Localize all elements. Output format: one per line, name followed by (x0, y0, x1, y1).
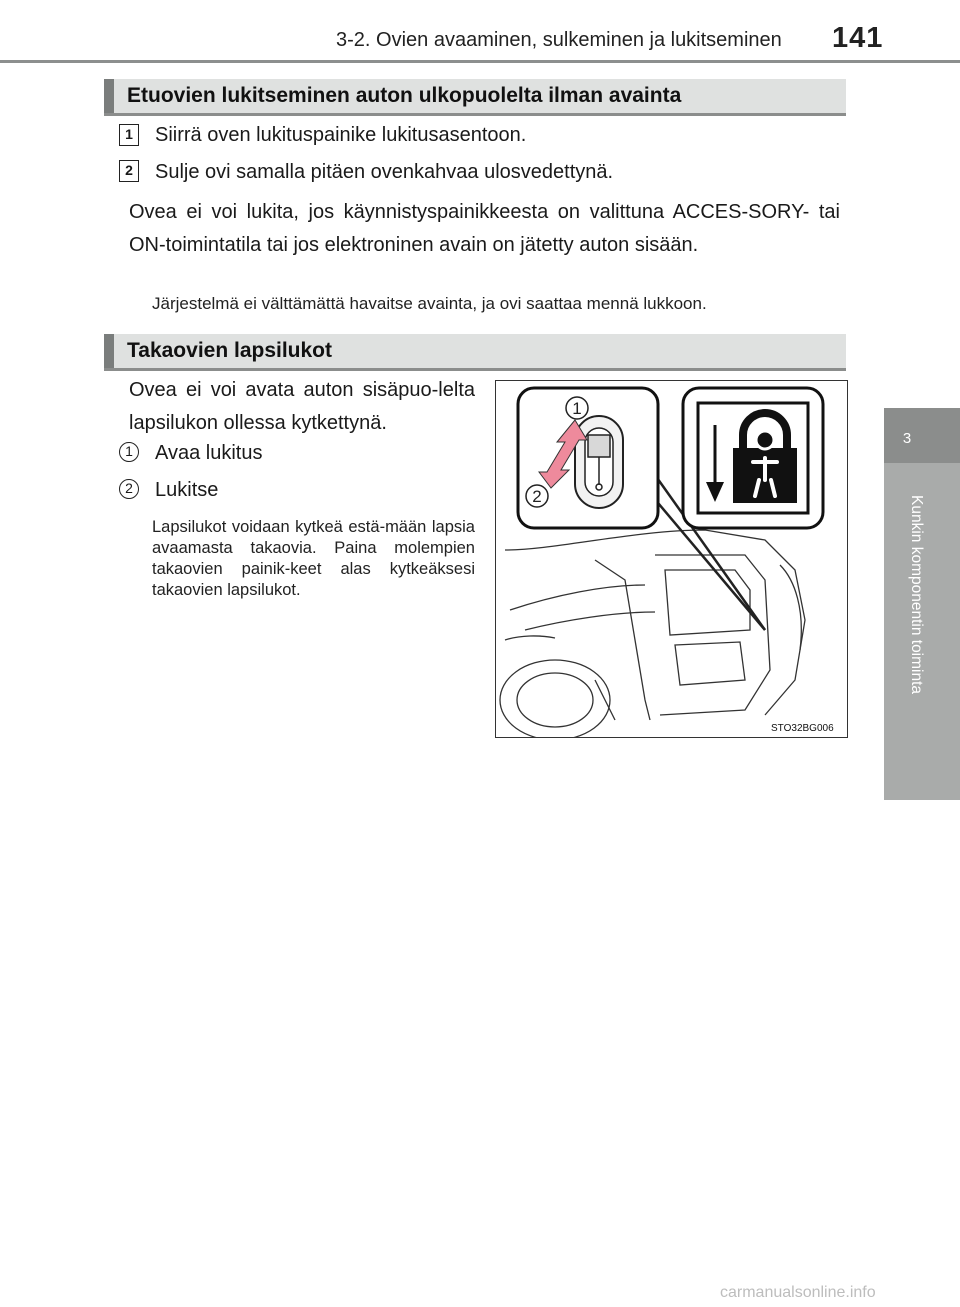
callout-1: 1 (572, 399, 582, 418)
chapter-label: Kunkin komponentin toiminta (908, 495, 925, 695)
section-heading-front-doors (104, 79, 846, 116)
note: Lapsilukot voidaan kytkeä estä-mään lapsia avaamasta takaovia. Paina molempien takaovien painik-keet alas kytkeäksesi takaovien lapsilukot. (152, 518, 475, 599)
step-number-circle: 2 (119, 479, 139, 499)
chapter-number: 3 (902, 430, 912, 447)
section-title: Takaovien lapsilukot (127, 339, 333, 362)
paragraph: Ovea ei voi lukita, jos käynnistyspainikkeesta on valittuna ACCES-SORY- tai ON-toimintatila tai jos elektroninen avain on jätetty auton sisään. (129, 201, 840, 256)
section-heading-child-locks (104, 334, 846, 371)
child-lock-illustration (495, 380, 848, 738)
header-title: 3-2. Ovien avaaminen, sulkeminen ja lukitseminen (336, 29, 782, 51)
step-text: Siirrä oven lukituspainike lukitusasentoon. (155, 124, 527, 146)
figure-code: STO32BG006 (771, 723, 834, 734)
note: Järjestelmä ei välttämättä havaitse avainta, ja ovi saattaa mennä lukkoon. (152, 294, 707, 313)
section-marker (104, 334, 114, 368)
header-rule (0, 60, 960, 63)
watermark: carmanualsonline.info (720, 1284, 876, 1301)
step-text: Avaa lukitus (155, 442, 263, 464)
section-marker (104, 79, 114, 113)
step-text: Lukitse (155, 479, 219, 501)
callout-2: 2 (532, 487, 542, 506)
step-text: Sulje ovi samalla pitäen ovenkahvaa ulosvedettynä. (155, 161, 614, 183)
paragraph: Ovea ei voi avata auton sisäpuo-lelta lapsilukon ollessa kytkettynä. (129, 379, 475, 434)
page-number: 141 (832, 22, 884, 54)
section-title: Etuovien lukitseminen auton ulkopuolelta ilman avainta (127, 84, 682, 107)
step-number-box: 2 (119, 160, 139, 182)
step-number-circle: 1 (119, 442, 139, 462)
step-number-box: 1 (119, 124, 139, 146)
